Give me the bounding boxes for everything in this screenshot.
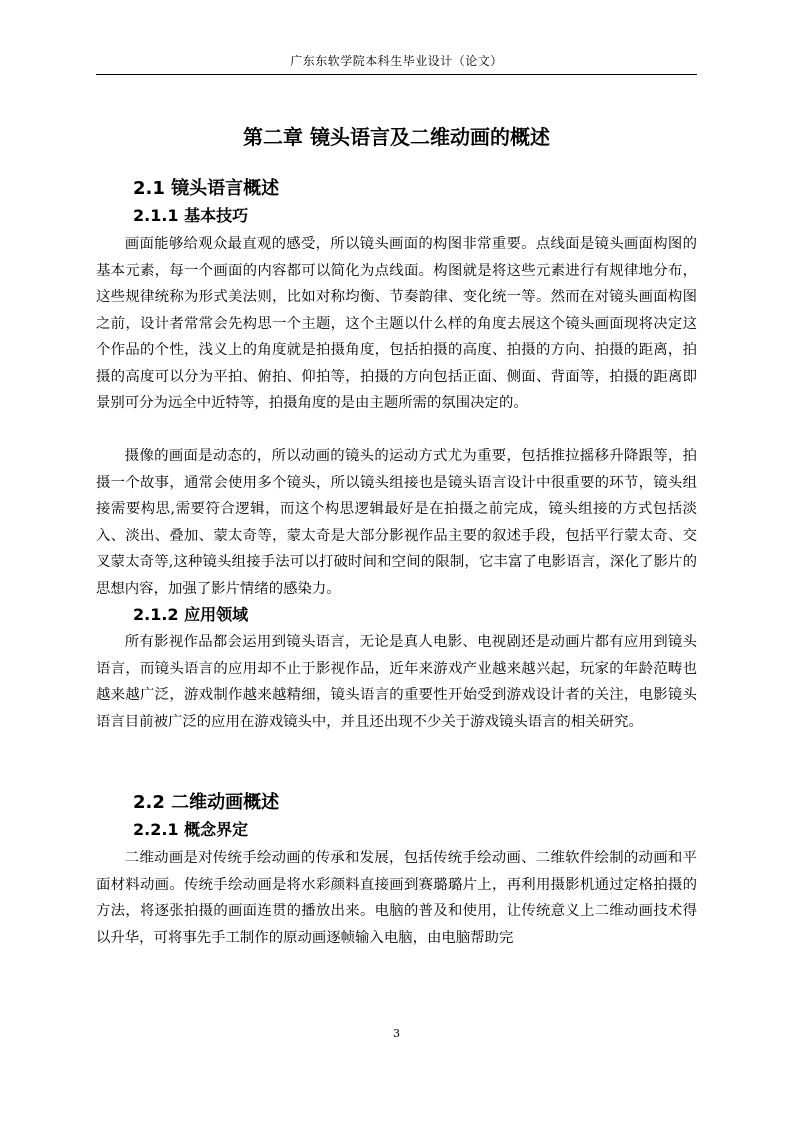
page-header: 广东东软学院本科生毕业设计（论文） <box>96 50 697 75</box>
paragraph-basic-techniques-1: 画面能够给观众最直观的感受，所以镜头画面的构图非常重要。点线面是镜头画面构图的基本元素，每一个画面的内容都可以简化为点线面。构图就是将这些元素进行有规律地分布，这些规律统称为形式美法则，比如对称均衡、节奏韵律、变化统一等。然而在对镜头画面构图之前，设计者常常会先构思一个主题，这个主题以什么样的角度去展这个镜头画面现将决定这个作品的个性，浅义上的角度就是拍摄角度，包括拍摄的高度、拍摄的方向、拍摄的距离，拍摄的高度可以分为平拍、俯拍、仰拍等，拍摄的方向包括正面、侧面、背面等，拍摄的距离即景别可分为远全中近特等，拍摄角度的是由主题所需的氛围决定的。 <box>96 236 697 411</box>
section-heading-2-2: 2.2 二维动画概述 <box>133 792 280 813</box>
subsection-heading-2-1-1: 2.1.1 基本技巧 <box>133 206 249 225</box>
paragraph-application-fields: 所有影视作品都会运用到镜头语言，无论是真人电影、电视剧还是动画片都有应用到镜头语言，而镜头语言的应用却不止于影视作品，近年来游戏产业越来越兴起，玩家的年龄范畴也越来越广泛，游戏制作越来越精细，镜头语言的重要性开始受到游戏设计者的关注，电影镜头语言目前被广泛的应用在游戏镜头中，并且还出现不少关于游戏镜头语言的相关研究。 <box>96 634 697 730</box>
chapter-title: 第二章 镜头语言及二维动画的概述 <box>243 125 550 149</box>
subsection-heading-2-2-1: 2.2.1 概念界定 <box>133 820 249 839</box>
section-heading-2-1: 2.1 镜头语言概述 <box>133 178 280 199</box>
paragraph-concept-definition: 二维动画是对传统手绘动画的传承和发展，包括传统手绘动画、二维软件绘制的动画和平面材料动画。传统手绘动画是将水彩颜料直接画到赛璐璐片上，再利用摄影机通过定格拍摄的方法，将逐张拍摄的画面连贯的播放出来。电脑的普及和使用，让传统意义上二维动画技术得以升华，可将事先手工制作的原动画逐帧输入电脑，由电脑帮助完 <box>96 850 697 946</box>
subsection-heading-2-1-2: 2.1.2 应用领域 <box>133 605 249 624</box>
paragraph-basic-techniques-2: 摄像的画面是动态的，所以动画的镜头的运动方式尤为重要，包括推拉摇移升降跟等，拍摄一个故事，通常会使用多个镜头，所以镜头组接也是镜头语言设计中很重要的环节，镜头组接需要构思,需要符合逻辑，而这个构思逻辑最好是在拍摄之前完成，镜头组接的方式包括淡入、淡出、叠加、蒙太奇等，蒙太奇是大部分影视作品主要的叙述手段，包括平行蒙太奇、交叉蒙太奇等,这种镜头组接手法可以打破时间和空间的限制，它丰富了电影语言，深化了影片的思想内容，加强了影片情绪的感染力。 <box>96 448 697 597</box>
page-number: 3 <box>393 1027 400 1040</box>
